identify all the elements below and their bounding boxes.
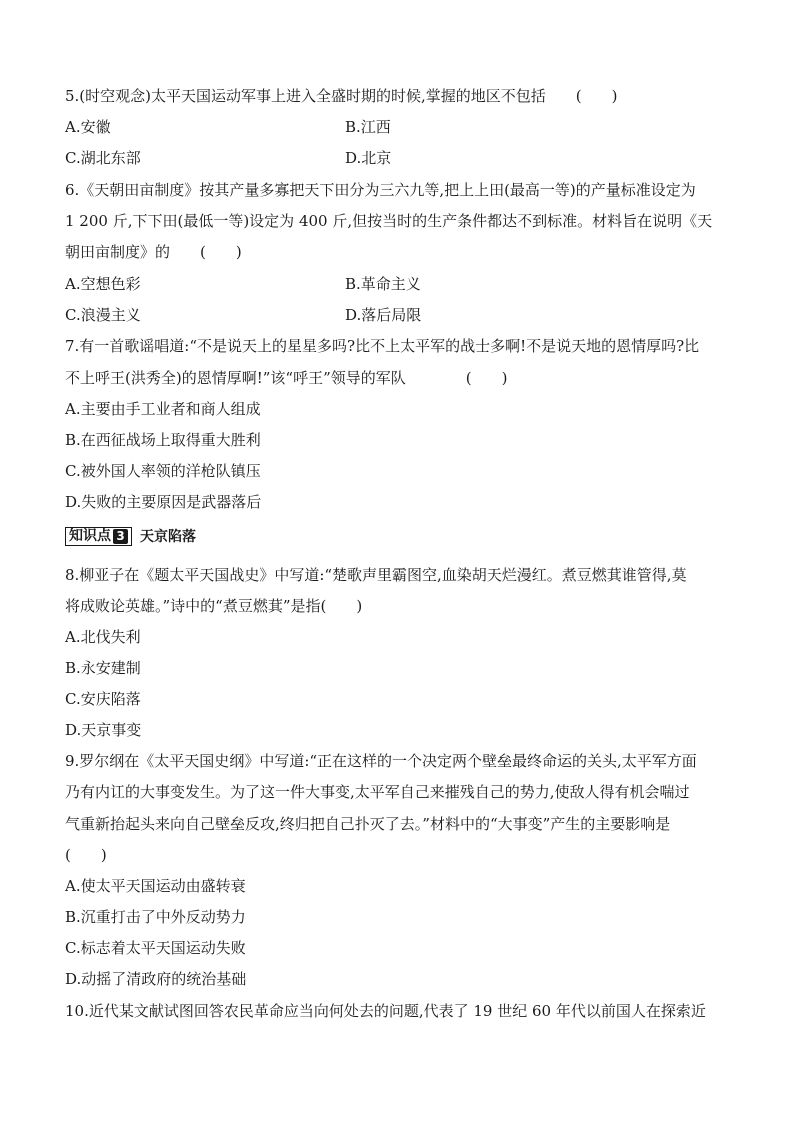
section-heading xyxy=(65,526,196,546)
q6-option-c: C.浪漫主义 xyxy=(65,306,141,324)
q9-line-3: 气重新抬起头来向自己壁垒反攻,终归把自己扑灭了去。”材料中的“大事变”产生的主要影响是 xyxy=(65,815,671,833)
q7-option-b: B.在西征战场上取得重大胜利 xyxy=(65,431,261,449)
knowledge-point-badge xyxy=(65,527,132,546)
q7-line-1: 7.有一首歌谣唱道:“不是说天上的星星多吗?比不上太平军的战士多啊!不是说天地的恩情厚吗?比 xyxy=(65,337,700,355)
knowledge-point-number: 3 xyxy=(113,529,128,544)
q6-option-b: B.革命主义 xyxy=(345,275,421,293)
q8-option-c: C.安庆陷落 xyxy=(65,690,141,708)
q9-line-4: ( ) xyxy=(65,846,107,864)
q6-line-1: 6.《天朝田亩制度》按其产量多寡把天下田分为三六九等,把上上田(最高一等)的产量标准设定为 xyxy=(65,181,696,199)
q8-option-b: B.永安建制 xyxy=(65,659,141,677)
q8-line-1: 8.柳亚子在《题太平天国战史》中写道:“楚歌声里霸图空,血染胡天烂漫红。煮豆燃萁谁管得,莫 xyxy=(65,566,687,584)
q6-option-d: D.落后局限 xyxy=(345,306,422,324)
q5-option-b: B.江西 xyxy=(345,118,391,136)
q7-option-c: C.被外国人率领的洋枪队镇压 xyxy=(65,462,261,480)
q5-option-a: A.安徽 xyxy=(65,118,111,136)
q10-line-1: 10.近代某文献试图回答农民革命应当向何处去的问题,代表了 19 世纪 60 年代以前国人在探索近 xyxy=(65,1002,706,1020)
q5-stem: 5.(时空观念)太平天国运动军事上进入全盛时期的时候,掌握的地区不包括 ( ) xyxy=(65,87,618,105)
q7-line-2: 不上呼王(洪秀全)的恩情厚啊!”该“呼王”领导的军队 ( ) xyxy=(65,369,508,387)
q9-option-b: B.沉重打击了中外反动势力 xyxy=(65,908,246,926)
q6-line-3: 朝田亩制度》的 ( ) xyxy=(65,243,242,261)
q6-line-2: 1 200 斤,下下田(最低一等)设定为 400 斤,但按当时的生产条件都达不到标准。材料旨在说明《天 xyxy=(65,212,713,230)
q7-option-d: D.失败的主要原因是武器落后 xyxy=(65,493,262,511)
q8-line-2: 将成败论英雄。”诗中的“煮豆燃萁”是指( ) xyxy=(65,597,363,615)
q9-line-2: 乃有内讧的大事变发生。为了这一件大事变,太平军自己来摧残自己的势力,使敌人得有机会喘过 xyxy=(65,783,690,801)
q6-option-a: A.空想色彩 xyxy=(65,275,141,293)
q9-option-a: A.使太平天国运动由盛转衰 xyxy=(65,877,246,895)
section-title: 天京陷落 xyxy=(140,529,196,545)
q8-option-a: A.北伐失利 xyxy=(65,628,141,646)
q9-option-c: C.标志着太平天国运动失败 xyxy=(65,939,246,957)
q5-option-d: D.北京 xyxy=(345,149,392,167)
q9-option-d: D.动摇了清政府的统治基础 xyxy=(65,970,247,988)
knowledge-point-label: 知识点 xyxy=(69,527,111,544)
q9-line-1: 9.罗尔纲在《太平天国史纲》中写道:“正在这样的一个决定两个壁垒最终命运的关头,太平军方面 xyxy=(65,752,697,770)
q5-option-c: C.湖北东部 xyxy=(65,149,141,167)
q7-option-a: A.主要由手工业者和商人组成 xyxy=(65,400,261,418)
q8-option-d: D.天京事变 xyxy=(65,721,142,739)
